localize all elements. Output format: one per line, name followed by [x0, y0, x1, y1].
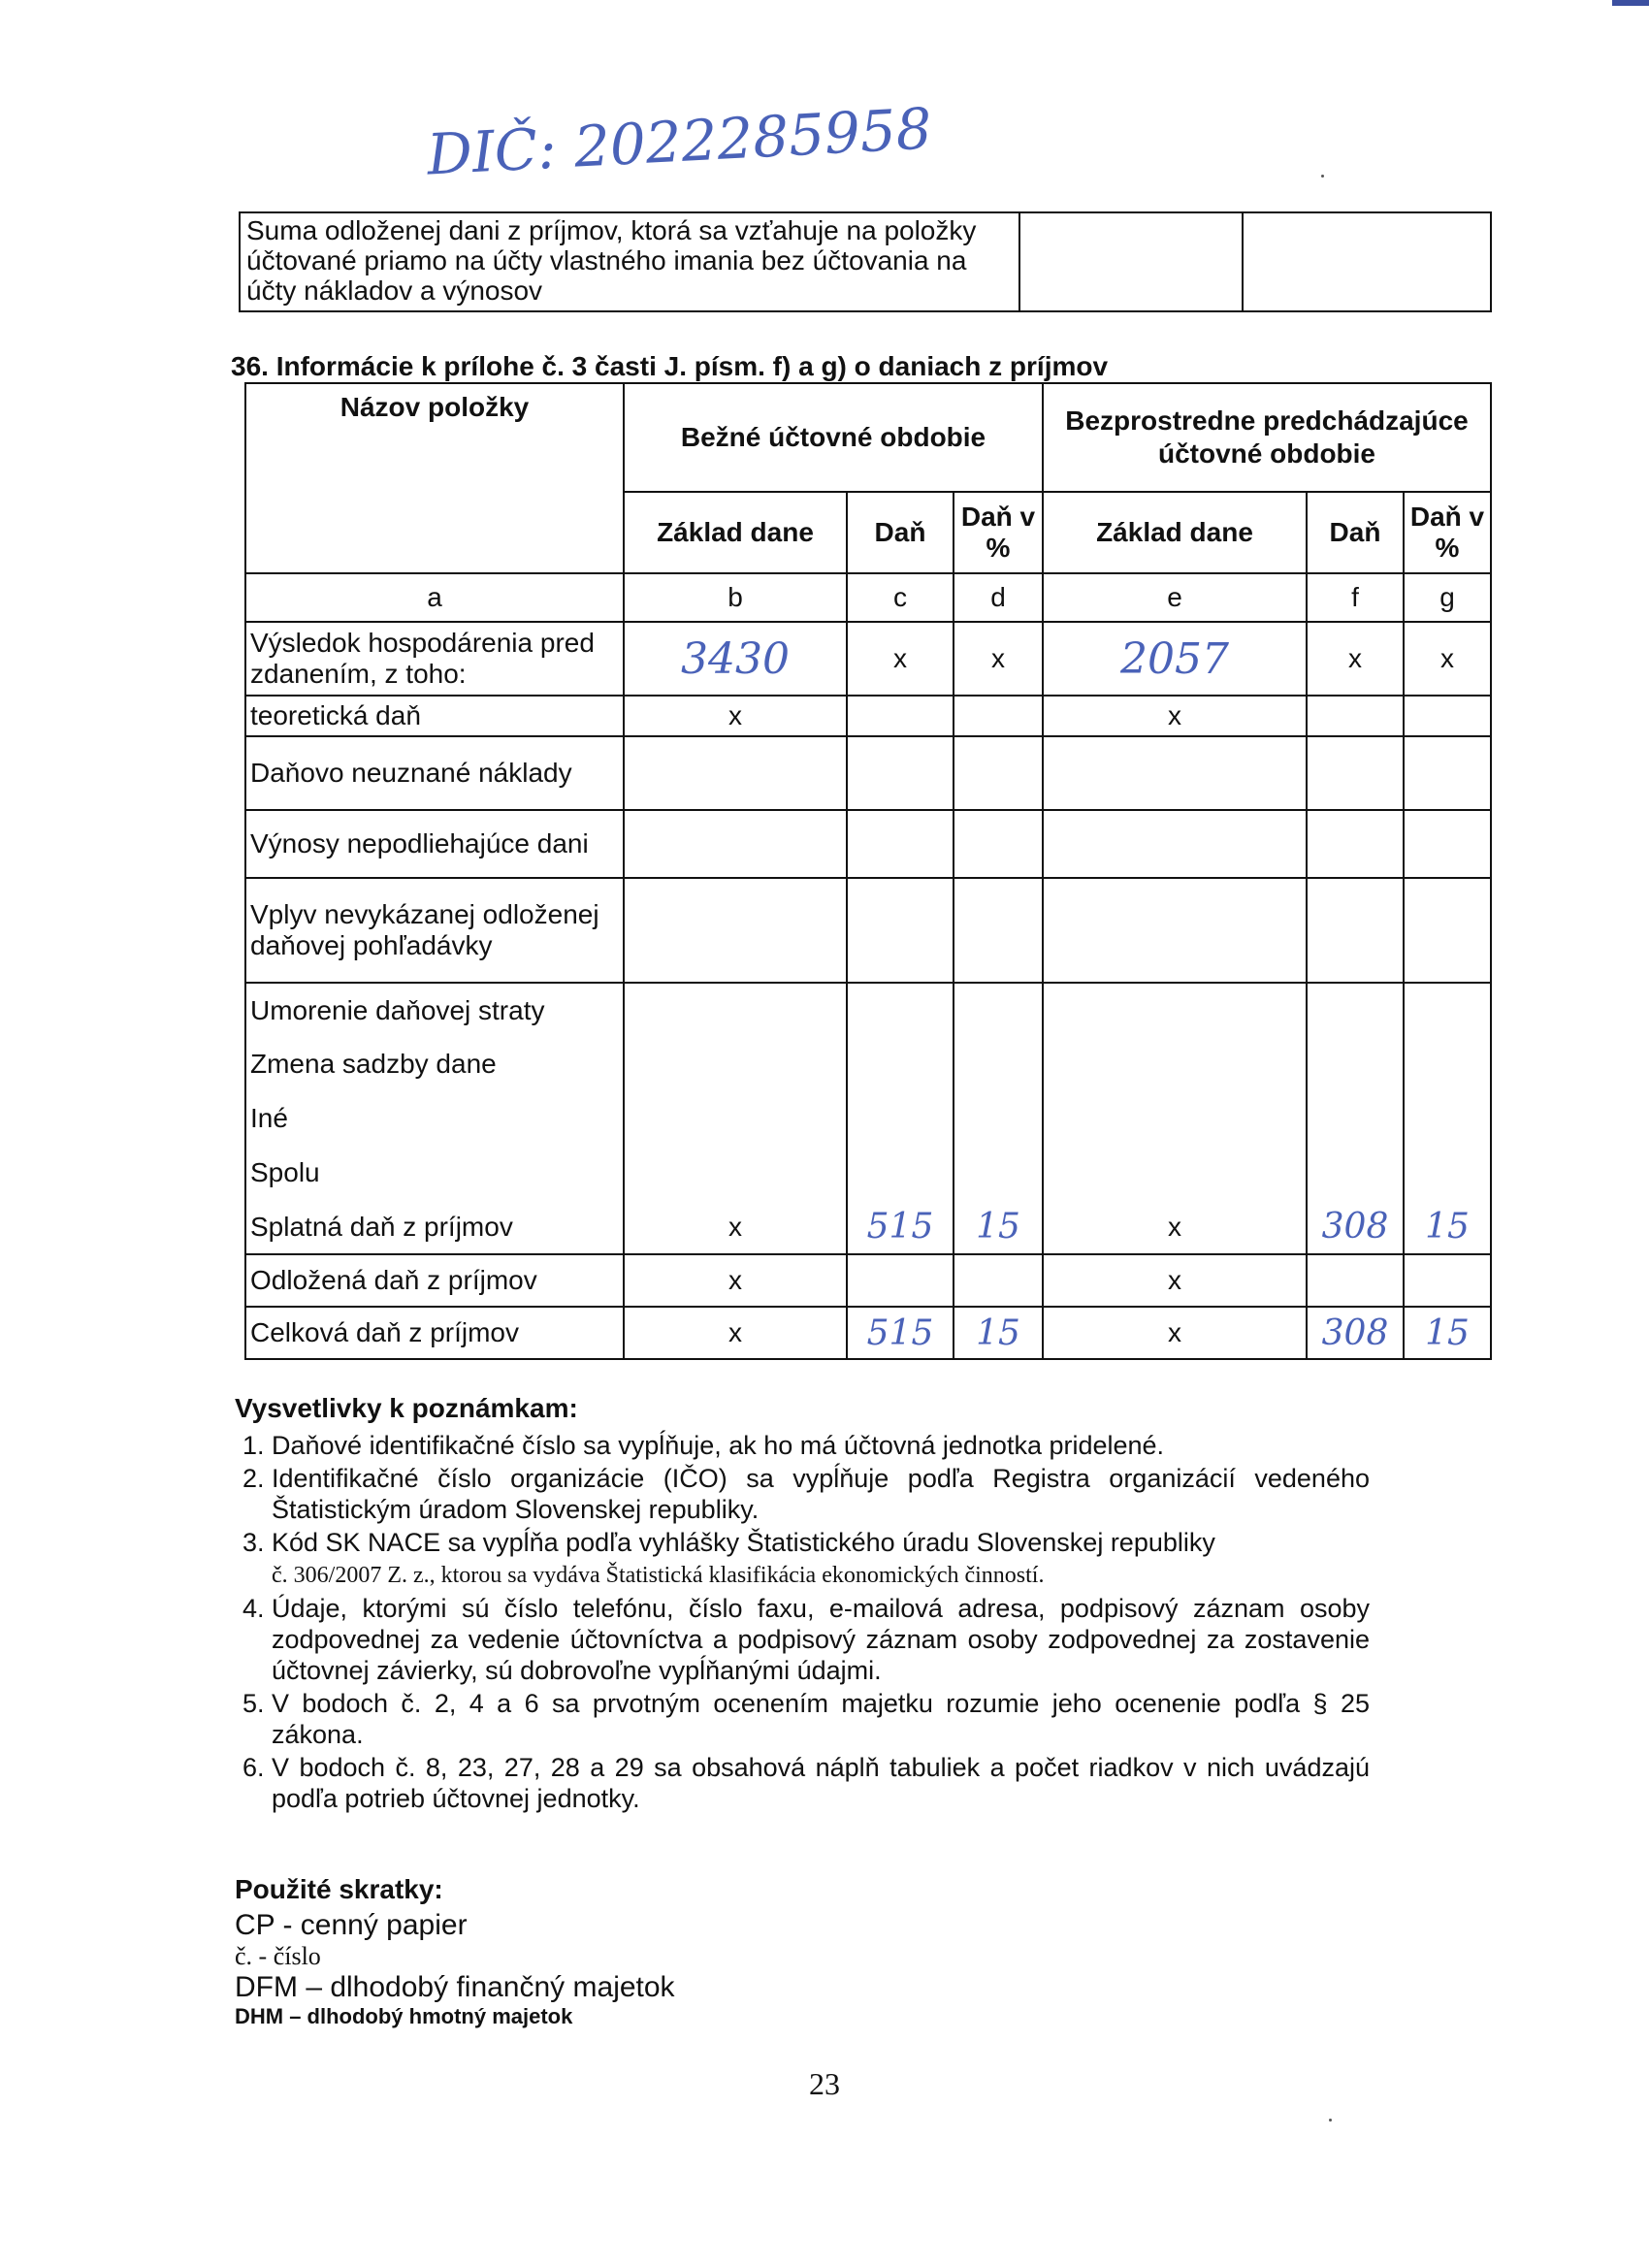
cell-b: x: [624, 1200, 847, 1254]
cell-g: [1404, 1091, 1491, 1146]
cell-d: [954, 878, 1043, 983]
cell-b: [624, 1146, 847, 1200]
abbreviations-section: [235, 1874, 675, 2029]
cell-c: [847, 983, 954, 1037]
cell-e: [1043, 810, 1307, 878]
cell-f: [1307, 983, 1404, 1037]
cell-c: x: [847, 622, 954, 696]
cell-g: [1404, 696, 1491, 736]
cell-d: [954, 1146, 1043, 1200]
cell-e: [1043, 1146, 1307, 1200]
cell-c: 515: [847, 1307, 954, 1359]
deferred-tax-equity-previous: [1243, 212, 1491, 311]
cell-b: x: [624, 696, 847, 736]
cell-c: [847, 1254, 954, 1307]
cell-g: [1404, 1037, 1491, 1091]
cell-g: [1404, 983, 1491, 1037]
cell-b: x: [624, 1307, 847, 1359]
col-pct-current: Daň v %: [954, 492, 1043, 573]
cell-c: [847, 696, 954, 736]
cell-f: [1307, 1146, 1404, 1200]
handwritten-tax-id: DIČ: 2022285958: [425, 95, 934, 188]
cell-f: [1307, 1254, 1404, 1307]
cell-d: [954, 1037, 1043, 1091]
cell-b: [624, 1091, 847, 1146]
cell-e: x: [1043, 1200, 1307, 1254]
cell-f: [1307, 696, 1404, 736]
row-label: Celková daň z príjmov: [245, 1307, 624, 1359]
deferred-tax-equity-current: [1019, 212, 1243, 311]
cell-f: [1307, 1037, 1404, 1091]
cell-b: 3430: [624, 622, 847, 696]
cell-c: [847, 810, 954, 878]
cell-e: x: [1043, 696, 1307, 736]
cell-e: [1043, 878, 1307, 983]
row-label: Daňovo neuznané náklady: [245, 736, 624, 810]
letter-g: g: [1404, 573, 1491, 622]
row-label: Výsledok hospodárenia pred zdanením, z toho:: [245, 622, 624, 696]
letter-f: f: [1307, 573, 1404, 622]
cell-e: [1043, 983, 1307, 1037]
note-item: 5. V bodoch č. 2, 4 a 6 sa prvotným ocenením majetku rozumie jeho ocenenie podľa § 25 zákona.: [272, 1688, 1370, 1750]
row-label: Zmena sadzby dane: [245, 1037, 624, 1091]
cell-e: [1043, 1091, 1307, 1146]
cell-d: 15: [954, 1200, 1043, 1254]
cell-c: [847, 878, 954, 983]
note-item: [272, 1527, 1370, 1591]
cell-d: [954, 736, 1043, 810]
col-tax-previous: Daň: [1307, 492, 1404, 573]
cell-f: 308: [1307, 1307, 1404, 1359]
note-text: Kód SK NACE sa vypĺňa podľa vyhlášky Štatistického úradu Slovenskej republiky: [272, 1528, 1215, 1557]
notes-list: [235, 1430, 1370, 1814]
row-label: Výnosy nepodliehajúce dani: [245, 810, 624, 878]
deferred-tax-equity-table: [239, 211, 1492, 312]
cell-f: [1307, 878, 1404, 983]
col-tax-current: Daň: [847, 492, 954, 573]
cell-e: x: [1043, 1307, 1307, 1359]
cell-c: [847, 1037, 954, 1091]
row-label: Vplyv nevykázanej odloženej daňovej pohľadávky: [245, 878, 624, 983]
note-item: 4. Údaje, ktorými sú číslo telefónu, číslo faxu, e-mailová adresa, podpisový záznam osoby zodpovednej za vedenie účtovníctva a podpisový záznam osoby zodpovednej za zostavenie účtovnej závierky, sú dobrovoľne vypĺňanými údajmi.: [272, 1593, 1370, 1686]
cell-c: [847, 1146, 954, 1200]
cell-d: 15: [954, 1307, 1043, 1359]
letter-d: d: [954, 573, 1043, 622]
cell-c: 515: [847, 1200, 954, 1254]
income-tax-table: [244, 382, 1492, 1360]
cell-e: x: [1043, 1254, 1307, 1307]
cell-f: x: [1307, 622, 1404, 696]
group-previous-header: Bezprostredne predchádzajúce účtovné obdobie: [1043, 383, 1491, 492]
note-text-continued: č. 306/2007 Z. z., ktorou sa vydáva Štatistická klasifikácia ekonomických činností.: [272, 1563, 1045, 1588]
cell-d: [954, 1254, 1043, 1307]
cell-f: [1307, 1091, 1404, 1146]
group-current-header: Bežné účtovné obdobie: [624, 383, 1043, 492]
cell-g: [1404, 1254, 1491, 1307]
cell-f: 308: [1307, 1200, 1404, 1254]
cell-b: [624, 810, 847, 878]
col-base-previous: Základ dane: [1043, 492, 1307, 573]
row-label: Umorenie daňovej straty: [245, 983, 624, 1037]
corner-mark: [1612, 0, 1649, 6]
note-item: 1. Daňové identifikačné číslo sa vypĺňuje, ak ho má účtovná jednotka pridelené.: [272, 1430, 1370, 1461]
cell-d: x: [954, 622, 1043, 696]
cell-e: [1043, 1037, 1307, 1091]
note-item: 6. V bodoch č. 8, 23, 27, 28 a 29 sa obsahová náplň tabuliek a počet riadkov v nich uvádzajú podľa potrieb účtovnej jednotky.: [272, 1752, 1370, 1814]
row-label: Spolu: [245, 1146, 624, 1200]
note-item: 2. Identifikačné číslo organizácie (IČO) sa vypĺňuje podľa Registra organizácií vedeného Štatistickým úradom Slovenskej republiky.: [272, 1463, 1370, 1525]
cell-c: [847, 736, 954, 810]
cell-e: 2057: [1043, 622, 1307, 696]
cell-b: x: [624, 1254, 847, 1307]
cell-g: x: [1404, 622, 1491, 696]
notes-title: Vysvetlivky k poznámkam:: [235, 1393, 578, 1423]
scan-speck: [1329, 2119, 1332, 2122]
cell-b: [624, 1037, 847, 1091]
deferred-tax-equity-label: Suma odloženej dani z príjmov, ktorá sa vzťahuje na položky účtované priamo na účty vlastného imania bez účtovania na účty nákladov a výnosov: [240, 212, 1019, 311]
cell-g: 15: [1404, 1307, 1491, 1359]
page-number: 23: [809, 2066, 840, 2101]
row-label: Iné: [245, 1091, 624, 1146]
abbreviation-item: č. - číslo: [235, 1942, 321, 1970]
col-item-header: Názov položky: [245, 383, 624, 573]
cell-f: [1307, 736, 1404, 810]
abbreviation-item: CP - cenný papier: [235, 1909, 468, 1941]
cell-b: [624, 983, 847, 1037]
section-title: 36. Informácie k prílohe č. 3 časti J. písm. f) a g) o daniach z príjmov: [231, 351, 1109, 381]
abbreviation-item: DHM – dlhodobý hmotný majetok: [235, 2004, 573, 2028]
abbreviation-item: DFM – dlhodobý finančný majetok: [235, 1971, 675, 2003]
cell-e: [1043, 736, 1307, 810]
cell-c: [847, 1091, 954, 1146]
row-label: Odložená daň z príjmov: [245, 1254, 624, 1307]
cell-g: [1404, 1146, 1491, 1200]
letter-b: b: [624, 573, 847, 622]
letter-e: e: [1043, 573, 1307, 622]
cell-g: 15: [1404, 1200, 1491, 1254]
cell-g: [1404, 736, 1491, 810]
notes-section: [235, 1393, 1370, 1816]
row-label: Splatná daň z príjmov: [245, 1200, 624, 1254]
letter-a: a: [245, 573, 624, 622]
cell-g: [1404, 878, 1491, 983]
letter-c: c: [847, 573, 954, 622]
cell-d: [954, 810, 1043, 878]
cell-b: [624, 736, 847, 810]
col-pct-previous: Daň v %: [1404, 492, 1491, 573]
cell-b: [624, 878, 847, 983]
cell-d: [954, 983, 1043, 1037]
cell-f: [1307, 810, 1404, 878]
scan-speck: [1321, 175, 1324, 178]
cell-d: [954, 1091, 1043, 1146]
row-label: teoretická daň: [245, 696, 624, 736]
col-base-current: Základ dane: [624, 492, 847, 573]
abbreviations-title: Použité skratky:: [235, 1874, 443, 1904]
cell-g: [1404, 810, 1491, 878]
cell-d: [954, 696, 1043, 736]
